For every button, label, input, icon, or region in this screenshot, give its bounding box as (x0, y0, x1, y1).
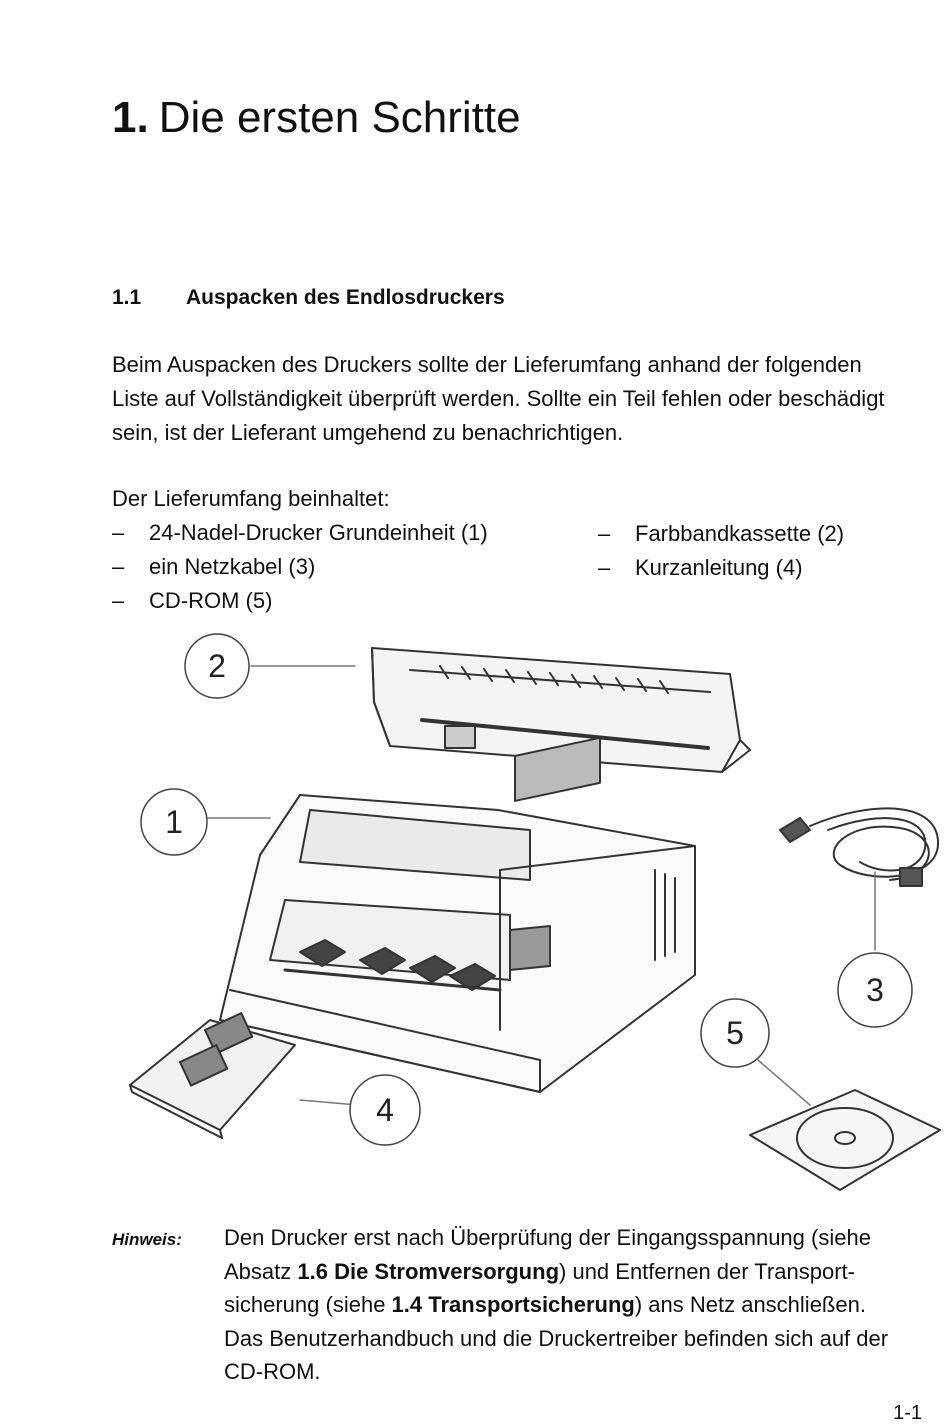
note-line: CD-ROM. (224, 1359, 321, 1385)
chapter-number: 1. (112, 93, 149, 142)
cross-reference: 1.6 Die Stromversorgung (297, 1258, 560, 1284)
callout-label: 5 (726, 1015, 744, 1051)
note-line (224, 1288, 944, 1322)
section-heading (112, 284, 505, 312)
cd-rom-illustration (750, 1090, 940, 1190)
contents-list-right (598, 517, 844, 585)
note-text-run: Absatz (224, 1258, 298, 1284)
power-cable-illustration (780, 808, 938, 886)
note-text-run: ) ans Netz anschließen. (634, 1292, 866, 1318)
list-item: – Farbbandkassette (2) (598, 517, 844, 551)
delivery-contents-figure (110, 630, 950, 1210)
section-title: Auspacken des Endlosdruckers (186, 286, 505, 309)
note-line: Das Benutzerhandbuch und die Druckertreiber befinden sich auf der (224, 1325, 889, 1351)
list-item: – CD-ROM (5) (112, 584, 488, 618)
intro-paragraph (112, 348, 947, 450)
section-number: 1.1 (112, 286, 142, 309)
note-text-run: ) und Entfernen der Transport- (559, 1258, 855, 1284)
callout-label: 4 (376, 1092, 394, 1128)
chapter-title: Die ersten Schritte (158, 93, 521, 142)
chapter-heading (112, 92, 521, 144)
list-item: – Kurzanleitung (4) (598, 551, 844, 585)
note-text-run: sicherung (siehe (224, 1292, 392, 1318)
list-item: – 24-Nadel-Drucker Grundeinheit (1) (112, 516, 488, 550)
list-item: – ein Netzkabel (3) (112, 550, 488, 584)
intro-line: Beim Auspacken des Druckers sollte der Lieferumfang anhand der folgenden (112, 352, 862, 377)
note-text (224, 1221, 944, 1389)
page-number: 1-1 (893, 1402, 922, 1424)
note-line (224, 1255, 944, 1289)
printer-illustration (220, 738, 695, 1092)
intro-line: Liste auf Vollständigkeit überprüft werden. Sollte ein Teil fehlen oder beschädigt (112, 386, 885, 411)
intro-line: sein, ist der Lieferant umgehend zu benachrichtigen. (112, 420, 624, 445)
note-line: Den Drucker erst nach Überprüfung der Eingangsspannung (siehe (224, 1225, 871, 1250)
callout-label: 2 (208, 648, 226, 684)
contents-list-left (112, 516, 488, 618)
cross-reference: 1.4 Transportsicherung (391, 1292, 635, 1318)
callout-label: 1 (165, 804, 183, 840)
contents-lead: Der Lieferumfang beinhaltet: (112, 486, 390, 511)
note-label: Hinweis: (112, 1230, 182, 1249)
callout-label: 3 (866, 972, 884, 1008)
